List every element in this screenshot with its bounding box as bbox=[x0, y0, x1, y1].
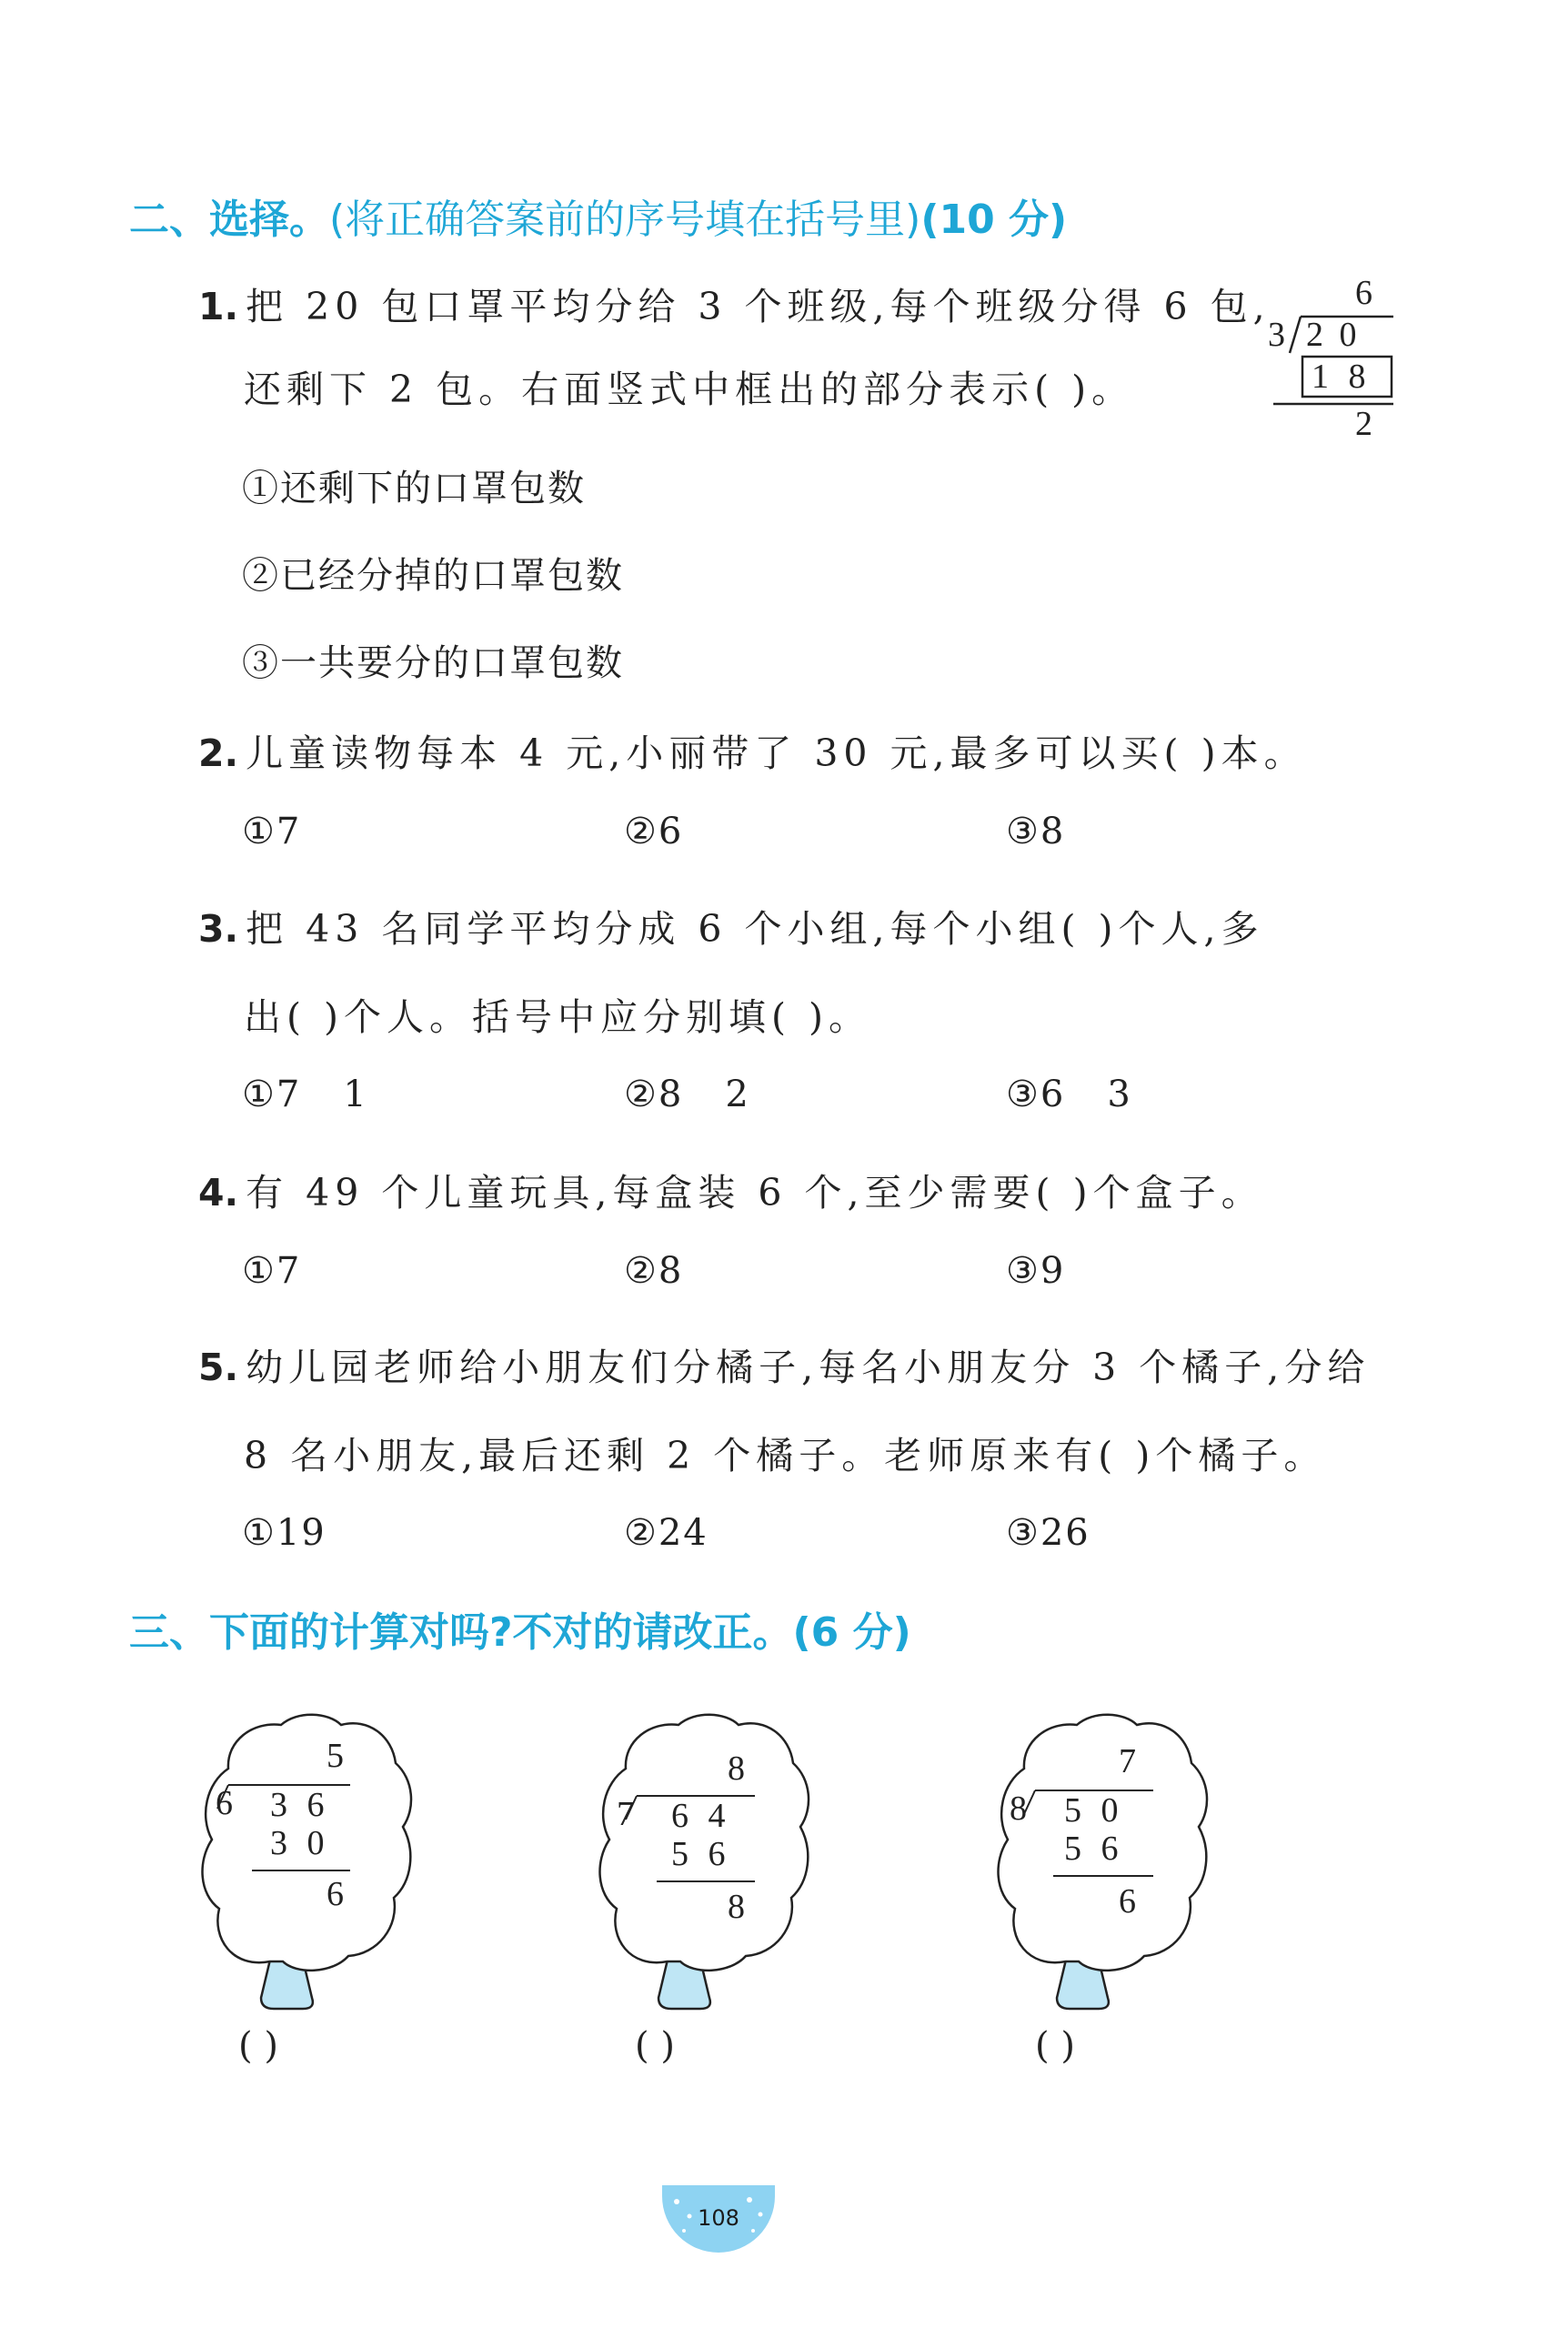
option-mark: ③6 bbox=[1006, 1074, 1066, 1115]
question-5-number: 5. bbox=[198, 1346, 239, 1389]
question-2-option-2[interactable]: ②6 bbox=[624, 811, 684, 852]
tree-1-answer-blank[interactable]: ( ) bbox=[238, 2025, 278, 2067]
tree-product: 3 0 bbox=[270, 1824, 330, 1862]
tree-remainder: 6 bbox=[1119, 1882, 1136, 1921]
question-3-option-3[interactable] bbox=[1006, 1074, 1132, 1115]
tree-remainder: 8 bbox=[728, 1888, 745, 1926]
tree-outline bbox=[196, 1709, 414, 2018]
question-3-number: 3. bbox=[198, 907, 239, 951]
section-2-heading bbox=[129, 187, 1067, 245]
question-1-option-1[interactable]: ①还剩下的口罩包数 bbox=[242, 468, 586, 509]
section-3-title: 三、下面的计算对吗?不对的请改正。 bbox=[129, 1609, 793, 1656]
question-4-option-3[interactable]: ③9 bbox=[1006, 1250, 1066, 1292]
option-second-value: 3 bbox=[1107, 1074, 1132, 1115]
question-5-text-1: 幼儿园老师给小朋友们分橘子,每名小朋友分 3 个橘子,分给 bbox=[246, 1346, 1371, 1389]
question-2-number: 2. bbox=[198, 731, 239, 775]
question-3-text-2: 出( )个人。括号中应分别填( )。 bbox=[244, 995, 872, 1039]
tree-remainder: 6 bbox=[327, 1875, 344, 1913]
question-3-option-2[interactable] bbox=[624, 1074, 750, 1115]
tree-card-3 bbox=[991, 1709, 1210, 2018]
tree-divisor: 7 bbox=[617, 1795, 634, 1833]
tree-quotient: 7 bbox=[1119, 1742, 1136, 1780]
tree-product: 5 6 bbox=[1064, 1830, 1124, 1868]
question-1-text-2: 还剩下 2 包。右面竖式中框出的部分表示( )。 bbox=[244, 368, 1135, 411]
division-product: 1 8 bbox=[1312, 358, 1372, 396]
question-5-option-2[interactable]: ②24 bbox=[624, 1512, 709, 1554]
question-1-division bbox=[1255, 264, 1401, 455]
tree-quotient: 5 bbox=[327, 1737, 344, 1775]
question-2-line-1 bbox=[198, 723, 1307, 777]
section-3-heading bbox=[129, 1599, 911, 1658]
tree-dividend: 3 6 bbox=[270, 1786, 330, 1824]
option-second-value: 2 bbox=[725, 1074, 750, 1115]
question-4-text-1: 有 49 个儿童玩具,每盒装 6 个,至少需要( )个盒子。 bbox=[246, 1171, 1264, 1215]
section-2-title: 二、选择。 bbox=[129, 197, 329, 243]
question-2-text-1: 儿童读物每本 4 元,小丽带了 30 元,最多可以买( )本。 bbox=[246, 731, 1307, 775]
section-3-score: (6 分) bbox=[792, 1609, 911, 1656]
question-3-option-1[interactable] bbox=[242, 1074, 368, 1115]
question-5-line-1 bbox=[198, 1337, 1370, 1391]
question-1-line-2 bbox=[244, 359, 1134, 413]
tree-divisor: 6 bbox=[216, 1784, 233, 1822]
section-2-score: (10 分) bbox=[920, 197, 1068, 243]
tree-quotient: 8 bbox=[728, 1749, 745, 1788]
division-dividend: 2 0 bbox=[1306, 316, 1361, 354]
question-1-option-2[interactable]: ②已经分掉的口罩包数 bbox=[242, 555, 624, 597]
division-divisor: 3 bbox=[1268, 316, 1285, 354]
question-3-line-2 bbox=[244, 987, 871, 1041]
tree-product: 5 6 bbox=[671, 1835, 731, 1873]
tree-card-2 bbox=[593, 1709, 811, 2018]
question-2-option-1[interactable]: ①7 bbox=[242, 811, 302, 852]
option-second-value: 1 bbox=[343, 1074, 368, 1115]
question-1-number: 1. bbox=[198, 285, 239, 328]
question-3-line-1 bbox=[198, 899, 1264, 953]
question-3-text-1: 把 43 名同学平均分成 6 个小组,每个小组( )个人,多 bbox=[246, 907, 1264, 951]
question-5-line-2 bbox=[244, 1426, 1326, 1479]
question-2-option-3[interactable]: ③8 bbox=[1006, 811, 1066, 852]
option-mark: ①7 bbox=[242, 1074, 302, 1115]
tree-3-answer-blank[interactable]: ( ) bbox=[1035, 2025, 1075, 2067]
tree-2-answer-blank[interactable]: ( ) bbox=[635, 2025, 675, 2067]
tree-dividend: 6 4 bbox=[671, 1797, 731, 1835]
question-5-option-3[interactable]: ③26 bbox=[1006, 1512, 1091, 1554]
question-1-option-3[interactable]: ③一共要分的口罩包数 bbox=[242, 642, 624, 684]
question-5-option-1[interactable]: ①19 bbox=[242, 1512, 327, 1554]
question-5-text-2: 8 名小朋友,最后还剩 2 个橘子。老师原来有( )个橘子。 bbox=[244, 1434, 1327, 1477]
question-4-option-1[interactable]: ①7 bbox=[242, 1250, 302, 1292]
question-4-number: 4. bbox=[198, 1171, 239, 1215]
question-1-text-1: 把 20 包口罩平均分给 3 个班级,每个班级分得 6 包, bbox=[246, 285, 1271, 328]
tree-dividend: 5 0 bbox=[1064, 1791, 1124, 1830]
question-1-line-1 bbox=[198, 277, 1271, 330]
division-quotient: 6 bbox=[1355, 274, 1372, 312]
division-remainder: 2 bbox=[1355, 405, 1372, 443]
section-2-instruction: (将正确答案前的序号填在括号里) bbox=[329, 197, 921, 243]
tree-divisor: 8 bbox=[1010, 1790, 1027, 1828]
question-4-line-1 bbox=[198, 1163, 1264, 1216]
page-number-badge bbox=[662, 2185, 775, 2253]
page-number: 108 bbox=[698, 2205, 739, 2231]
tree-card-1 bbox=[196, 1709, 414, 2018]
option-mark: ②8 bbox=[624, 1074, 684, 1115]
question-4-option-2[interactable]: ②8 bbox=[624, 1250, 684, 1292]
